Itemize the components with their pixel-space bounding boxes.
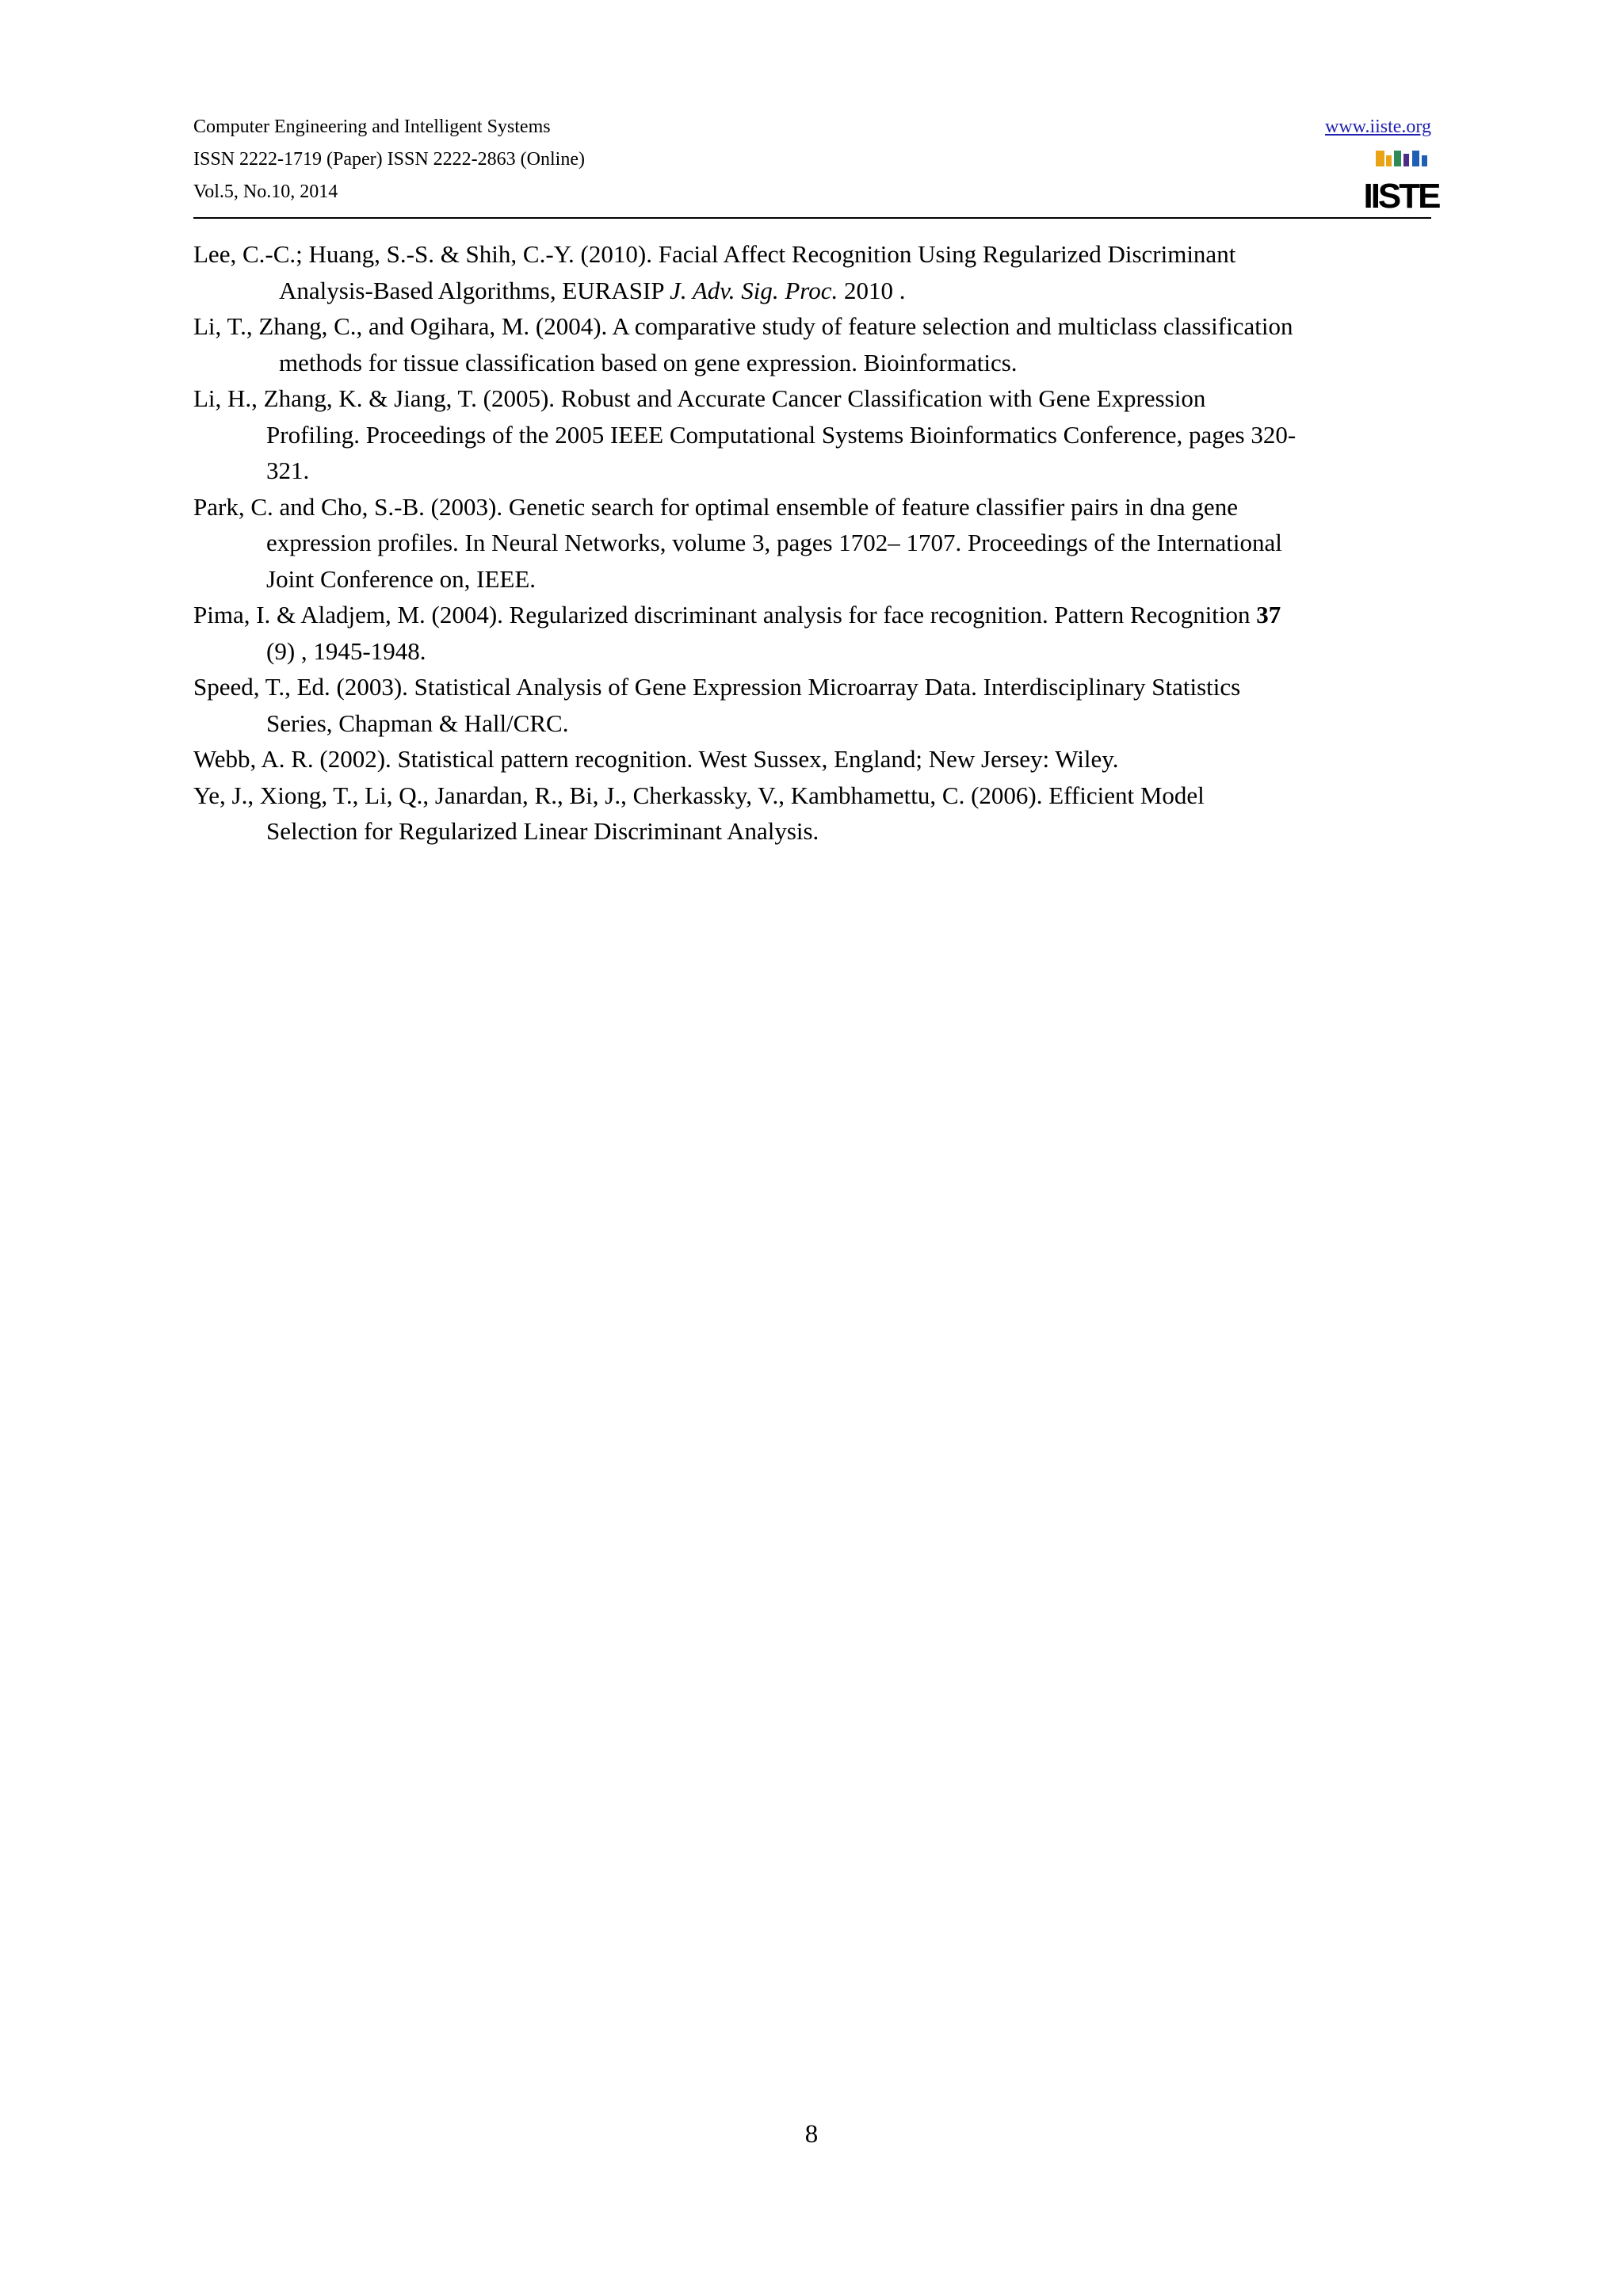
- reference-continuation: [193, 273, 1431, 309]
- reference-first-line: Webb, A. R. (2002). Statistical pattern recognition. West Sussex, England; New Jersey: Wiley.: [193, 745, 1119, 773]
- reference-text: Analysis-Based Algorithms, EURASIP: [279, 276, 670, 304]
- reference-continuation: expression profiles. In Neural Networks, volume 3, pages 1702– 1707. Proceedings of the International: [266, 529, 1282, 556]
- reference-entry: [193, 308, 1431, 380]
- reference-entry: [193, 777, 1431, 850]
- reference-continuation: 321.: [266, 457, 310, 484]
- reference-continuation: (9) , 1945-1948.: [266, 636, 426, 665]
- reference-entry: [193, 489, 1431, 598]
- reference-text: Pima, I. & Aladjem, M. (2004). Regularized discriminant analysis for face recognition. Pattern Recognition: [193, 601, 1257, 628]
- page-header: [193, 111, 1439, 219]
- reference-entry: [193, 669, 1431, 741]
- journal-title: Computer Engineering and Intelligent Systems: [193, 117, 551, 137]
- reference-continuation: Profiling. Proceedings of the 2005 IEEE Computational Systems Bioinformatics Conference, pages 320-: [266, 420, 1296, 449]
- reference-continuation: Series, Chapman & Hall/CRC.: [266, 709, 569, 737]
- reference-first-line: Li, H., Zhang, K. & Jiang, T. (2005). Robust and Accurate Cancer Classification with Gene Expression: [193, 384, 1206, 412]
- reference-entry: [193, 380, 1431, 489]
- reference-text: 2010 .: [838, 276, 906, 304]
- journal-url-link[interactable]: www.iiste.org: [1325, 117, 1431, 137]
- issn-line: ISSN 2222-1719 (Paper) ISSN 2222-2863 (Online): [193, 149, 585, 170]
- reference-first-line: Lee, C.-C.; Huang, S.-S. & Shih, C.-Y. (2010). Facial Affect Recognition Using Regularized Discriminant: [193, 240, 1236, 268]
- journal-name-italic: J. Adv. Sig. Proc.: [670, 276, 838, 304]
- reference-first-line: Speed, T., Ed. (2003). Statistical Analysis of Gene Expression Microarray Data. Interdisciplinary Statistics: [193, 673, 1241, 701]
- reference-volume-bold: 37: [1256, 601, 1281, 628]
- volume-line: Vol.5, No.10, 2014: [193, 181, 338, 202]
- reference-continuation: Joint Conference on, IEEE.: [266, 564, 537, 593]
- page-number: 8: [804, 2120, 819, 2149]
- logo-lettering: IISTE: [1363, 177, 1439, 216]
- reference-continuation: methods for tissue classification based on gene expression. Bioinformatics.: [279, 348, 1018, 376]
- iiste-logo: [1363, 147, 1439, 216]
- reference-continuation: Selection for Regularized Linear Discriminant Analysis.: [266, 817, 819, 845]
- reference-first-line: Li, T., Zhang, C., and Ogihara, M. (2004). A comparative study of feature selection and multiclass classification: [193, 312, 1293, 340]
- reference-entry: [193, 236, 1431, 308]
- reference-first-line: Ye, J., Xiong, T., Li, Q., Janardan, R., Bi, J., Cherkassky, V., Kambhamettu, C. (2006). Efficient Model: [193, 781, 1205, 809]
- reference-entry: [193, 741, 1431, 777]
- reference-first-line: Park, C. and Cho, S.-B. (2003). Genetic search for optimal ensemble of feature classifier pairs in dna gene: [193, 492, 1238, 521]
- reference-first-line: [193, 597, 1431, 633]
- reference-list: [193, 236, 1431, 850]
- reference-entry: [193, 597, 1431, 669]
